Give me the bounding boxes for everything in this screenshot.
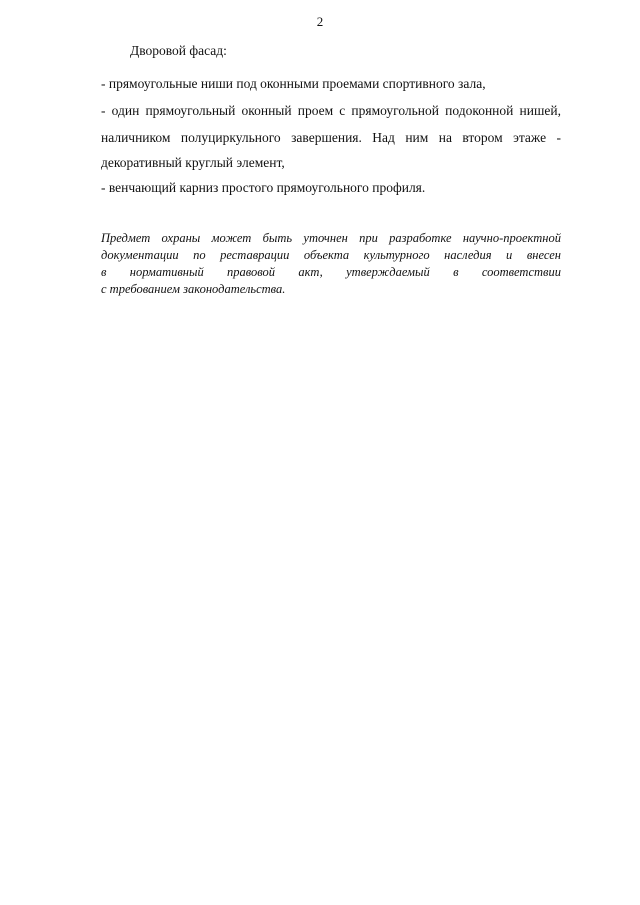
word: и <box>506 248 513 262</box>
word: реставрации <box>220 248 290 262</box>
word: культурного <box>363 248 430 262</box>
word: прямоугольный <box>145 103 236 118</box>
word: объекта <box>303 248 350 262</box>
word: Предмет <box>101 231 151 245</box>
word: правовой <box>227 265 276 279</box>
note-line-justified <box>101 264 561 280</box>
word: наличником <box>101 130 171 145</box>
page-number: 2 <box>316 14 324 29</box>
word: документации <box>101 248 179 262</box>
word: ним <box>405 130 429 145</box>
list-item-justified <box>101 102 561 120</box>
word: соответствии <box>481 265 561 279</box>
word: подоконной <box>445 103 514 118</box>
word: может <box>211 231 252 245</box>
word: уточнен <box>303 231 348 245</box>
word: быть <box>262 231 293 245</box>
note-line: с требованием законодательства. <box>101 282 286 296</box>
word: прямоугольной <box>351 103 439 118</box>
word: - <box>556 130 561 145</box>
word: утверждаемый <box>346 265 430 279</box>
list-item-continuation-justified <box>101 129 561 147</box>
word: - <box>101 103 106 118</box>
word: нишей, <box>519 103 561 118</box>
list-item-continuation: декоративный круглый элемент, <box>101 155 285 170</box>
word: завершения. <box>291 130 362 145</box>
word: наследия <box>444 248 492 262</box>
word: охраны <box>161 231 201 245</box>
word: на <box>438 130 452 145</box>
word: втором <box>462 130 503 145</box>
list-item: - прямоугольные ниши под оконными проемами спортивного зала, <box>101 76 486 91</box>
word: с <box>339 103 346 118</box>
word: по <box>193 248 206 262</box>
word: научно-проектной <box>462 231 561 245</box>
word: оконный <box>241 103 292 118</box>
word: в <box>453 265 459 279</box>
word: в <box>101 265 107 279</box>
word: разработке <box>389 231 452 245</box>
note-line <box>101 247 561 263</box>
word: при <box>359 231 378 245</box>
word: акт, <box>298 265 323 279</box>
word: нормативный <box>129 265 204 279</box>
word: полуциркульного <box>180 130 281 145</box>
note-line <box>101 230 561 246</box>
section-heading: Дворовой фасад: <box>130 43 227 58</box>
word: внесен <box>526 248 561 262</box>
word: Над <box>372 130 395 145</box>
word: проем <box>297 103 334 118</box>
word: этаже <box>513 130 547 145</box>
word: один <box>111 103 140 118</box>
list-item: - венчающий карниз простого прямоугольного профиля. <box>101 180 426 195</box>
